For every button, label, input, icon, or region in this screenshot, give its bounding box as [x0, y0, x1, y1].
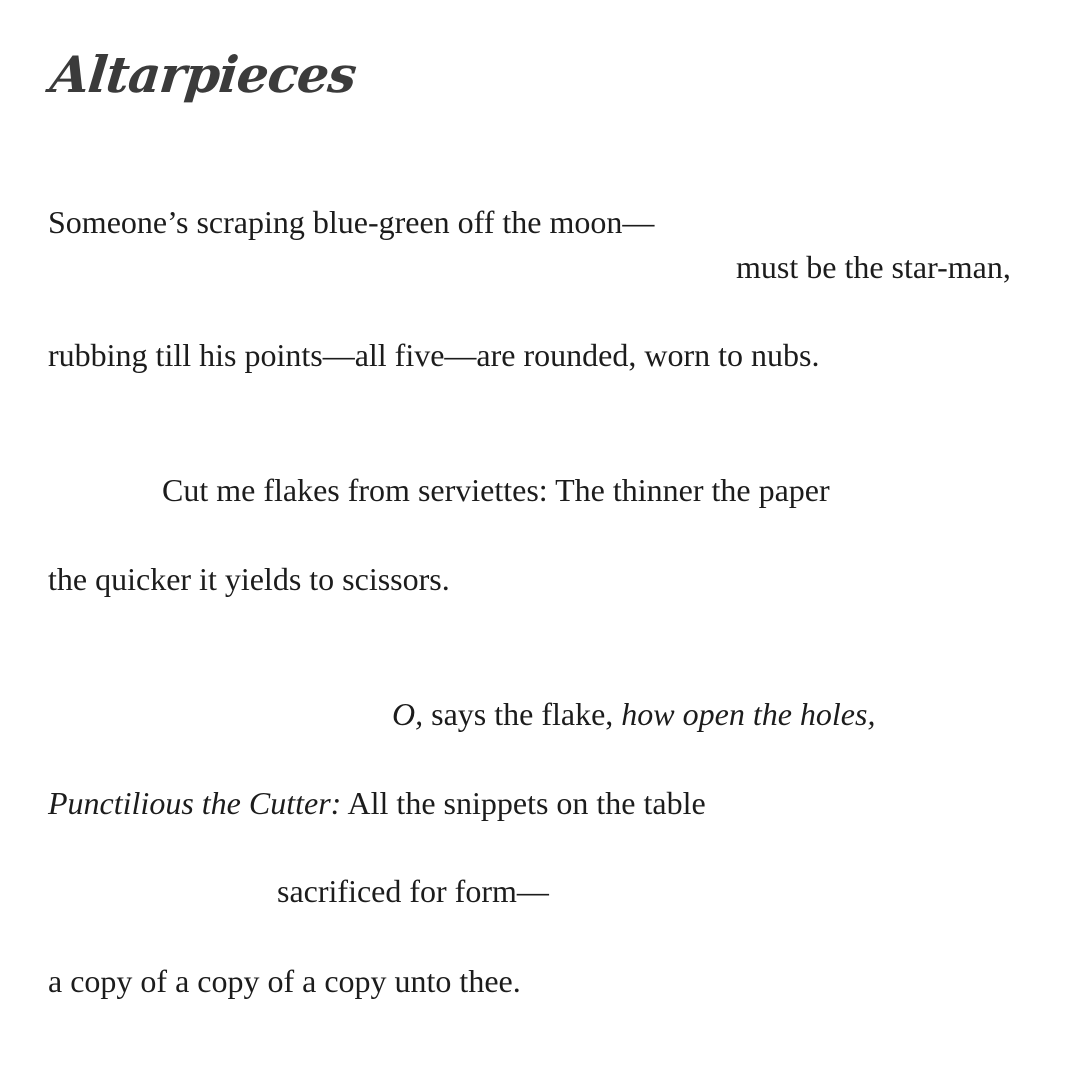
poem-line-5: the quicker it yields to scissors.: [48, 561, 450, 597]
poem-line-2: must be the star-man,: [736, 249, 1011, 285]
poem-line-7: [48, 787, 706, 819]
poem-line-6-roman: says the flake,: [423, 696, 622, 732]
poem-line-4: Cut me flakes from serviettes: The thinner the paper: [162, 472, 830, 508]
poem-line-6-italic-o: O,: [392, 696, 424, 732]
poem-line-8: sacrificed for form—: [277, 873, 549, 909]
poem-line-6: [392, 698, 875, 730]
poem-line-3: rubbing till his points—all five—are rounded, worn to nubs.: [48, 337, 820, 373]
poem-line-9: a copy of a copy of a copy unto thee.: [48, 963, 521, 999]
poem-title: Altarpieces: [47, 45, 359, 104]
poem-line-7-roman: All the snippets on the table: [341, 785, 706, 821]
poem-line-6-italic: how open the holes,: [621, 696, 876, 732]
poem-line-7-italic: Punctilious the Cutter:: [48, 785, 342, 821]
poem-line-1: Someone’s scraping blue-green off the moon—: [48, 204, 655, 240]
